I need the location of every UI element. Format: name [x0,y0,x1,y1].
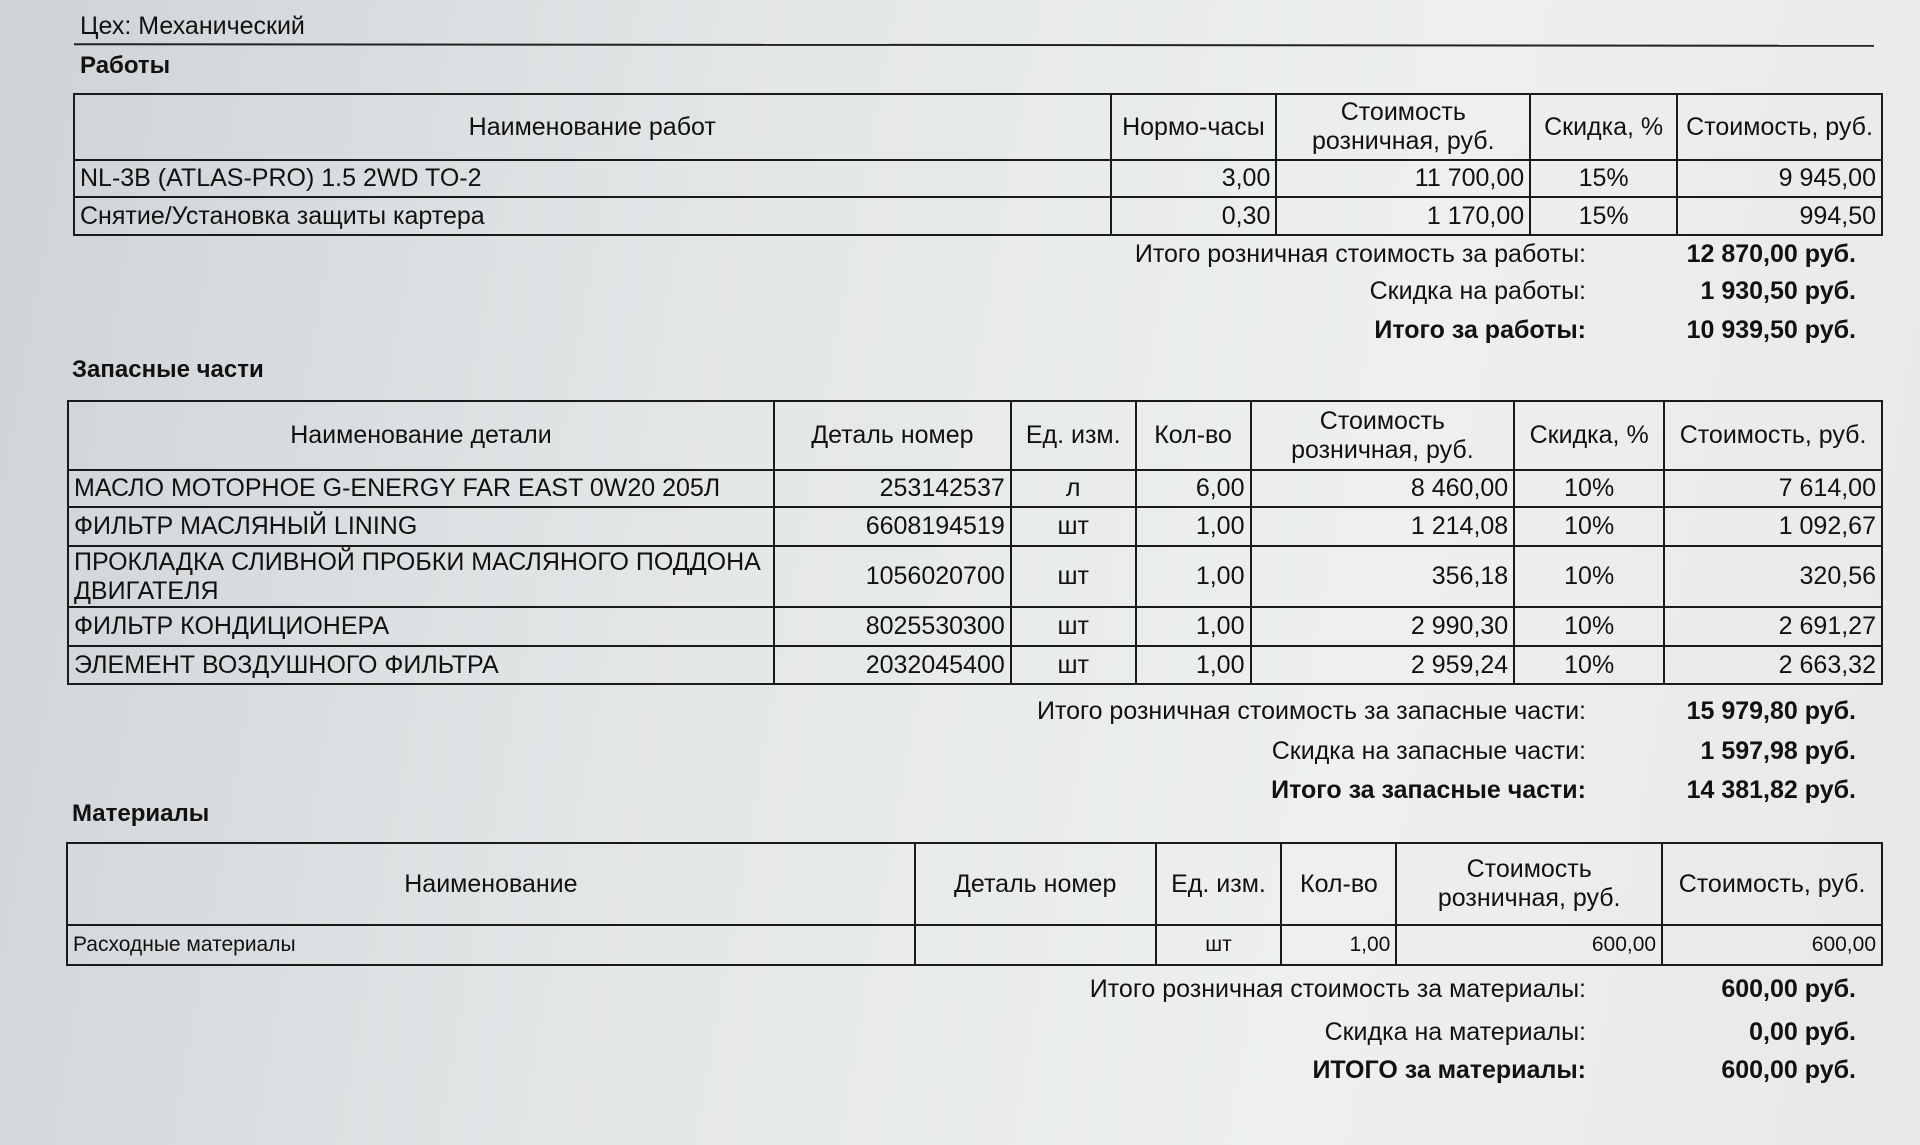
total-value: 12 870,00 руб. [1686,240,1856,268]
table-cell: ЭЛЕМЕНТ ВОЗДУШНОГО ФИЛЬТРА [68,646,774,684]
table-cell: 11 700,00 [1276,160,1530,197]
materials-table [66,842,1883,966]
table-cell: 6608194519 [774,507,1011,546]
total-label: Скидка на работы: [1369,277,1586,305]
total-value: 600,00 руб. [1721,1056,1856,1084]
table-cell: 15% [1530,197,1677,235]
total-row [686,776,1856,805]
column-header: Стоимость розничная, руб. [1251,401,1515,470]
total-row [686,1018,1856,1047]
table-cell: 10% [1514,646,1664,684]
total-row [686,316,1856,345]
table-cell: 9 945,00 [1677,160,1882,197]
table-cell: 1 170,00 [1276,197,1530,235]
header-row [67,843,1882,925]
table-cell: 1,00 [1136,507,1251,546]
table-cell: 8 460,00 [1251,470,1515,507]
total-row [686,1056,1856,1085]
table-cell: ПРОКЛАДКА СЛИВНОЙ ПРОБКИ МАСЛЯНОГО ПОДДОНА ДВИГАТЕЛЯ [68,546,774,607]
total-value: 600,00 руб. [1721,975,1856,1003]
total-value: 15 979,80 руб. [1686,697,1856,725]
works-table [73,93,1883,236]
table-cell: 320,56 [1664,546,1882,607]
total-label: Итого розничная стоимость за работы: [1134,240,1586,268]
parts-section-title: Запасные части [72,356,264,383]
table-cell: 1,00 [1136,546,1251,607]
column-header: Деталь номер [915,843,1156,925]
table-cell: 1056020700 [774,546,1011,607]
column-header: Стоимость, руб. [1664,401,1882,470]
divider [74,43,1874,47]
table-row [74,197,1882,235]
table-cell: 2 959,24 [1251,646,1515,684]
table-cell: 253142537 [774,470,1011,507]
column-header: Ед. изм. [1156,843,1282,925]
table-row [67,925,1882,965]
table-cell [915,925,1156,965]
column-header: Наименование работ [74,94,1111,160]
table-cell: шт [1011,546,1136,607]
column-header: Стоимость, руб. [1662,843,1882,925]
table-cell: 6,00 [1136,470,1251,507]
column-header: Кол-во [1136,401,1251,470]
workshop-label: Цех: Механический [80,12,305,40]
materials-section-title: Материалы [72,800,210,827]
table-cell: шт [1011,607,1136,646]
total-label: Итого за работы: [1374,316,1586,344]
table-cell: 2 990,30 [1251,607,1515,646]
total-row [686,240,1856,269]
table-cell: 2 663,32 [1664,646,1882,684]
column-header: Наименование детали [68,401,774,470]
total-row [686,737,1856,766]
table-cell: 2 691,27 [1664,607,1882,646]
total-label: Скидка на материалы: [1324,1018,1586,1046]
column-header: Наименование [67,843,915,925]
table-cell: NL-3B (ATLAS-PRO) 1.5 2WD TO-2 [74,160,1111,197]
column-header: Стоимость розничная, руб. [1276,94,1530,160]
table-cell: 3,00 [1111,160,1277,197]
column-header: Ед. изм. [1011,401,1136,470]
column-header: Стоимость, руб. [1677,94,1882,160]
column-header: Деталь номер [774,401,1011,470]
total-row [686,277,1856,306]
total-label: ИТОГО за материалы: [1312,1056,1586,1084]
table-cell: 1,00 [1281,925,1396,965]
table-cell: 7 614,00 [1664,470,1882,507]
table-row [74,160,1882,197]
table-row [68,507,1882,546]
total-label: Итого за запасные части: [1271,776,1586,804]
table-row [68,607,1882,646]
total-label: Скидка на запасные части: [1271,737,1586,765]
table-row [68,470,1882,507]
table-cell: 994,50 [1677,197,1882,235]
header-row [74,94,1882,160]
total-value: 1 930,50 руб. [1700,277,1856,305]
column-header: Скидка, % [1514,401,1664,470]
table-cell: 1 214,08 [1251,507,1515,546]
table-cell: 10% [1514,470,1664,507]
table-cell: 1,00 [1136,607,1251,646]
table-cell: Снятие/Установка защиты картера [74,197,1111,235]
table-cell: 1,00 [1136,646,1251,684]
table-cell: 10% [1514,546,1664,607]
total-row [686,697,1856,726]
header-row [68,401,1882,470]
table-cell: 600,00 [1396,925,1662,965]
table-cell: ФИЛЬТР КОНДИЦИОНЕРА [68,607,774,646]
table-row [68,546,1882,607]
table-cell: 1 092,67 [1664,507,1882,546]
table-cell: 2032045400 [774,646,1011,684]
table-cell: 0,30 [1111,197,1277,235]
total-value: 1 597,98 руб. [1700,737,1856,765]
total-label: Итого розничная стоимость за материалы: [1089,975,1586,1003]
table-cell: ФИЛЬТР МАСЛЯНЫЙ LINING [68,507,774,546]
table-cell: 15% [1530,160,1677,197]
total-row [686,975,1856,1004]
table-cell: Расходные материалы [67,925,915,965]
table-cell: 10% [1514,607,1664,646]
column-header: Нормо-часы [1111,94,1277,160]
table-cell: МАСЛО МОТОРНОЕ G-ENERGY FAR EAST 0W20 205Л [68,470,774,507]
column-header: Кол-во [1281,843,1396,925]
parts-table [67,400,1883,685]
total-value: 10 939,50 руб. [1686,316,1856,344]
table-cell: шт [1011,646,1136,684]
table-cell: л [1011,470,1136,507]
table-cell: 356,18 [1251,546,1515,607]
table-cell: 600,00 [1662,925,1882,965]
table-row [68,646,1882,684]
works-section-title: Работы [80,52,171,79]
total-value: 0,00 руб. [1749,1018,1856,1046]
column-header: Стоимость розничная, руб. [1396,843,1662,925]
table-cell: 8025530300 [774,607,1011,646]
total-label: Итого розничная стоимость за запасные части: [1036,697,1586,725]
total-value: 14 381,82 руб. [1686,776,1856,804]
column-header: Скидка, % [1530,94,1677,160]
table-cell: шт [1156,925,1282,965]
table-cell: шт [1011,507,1136,546]
table-cell: 10% [1514,507,1664,546]
